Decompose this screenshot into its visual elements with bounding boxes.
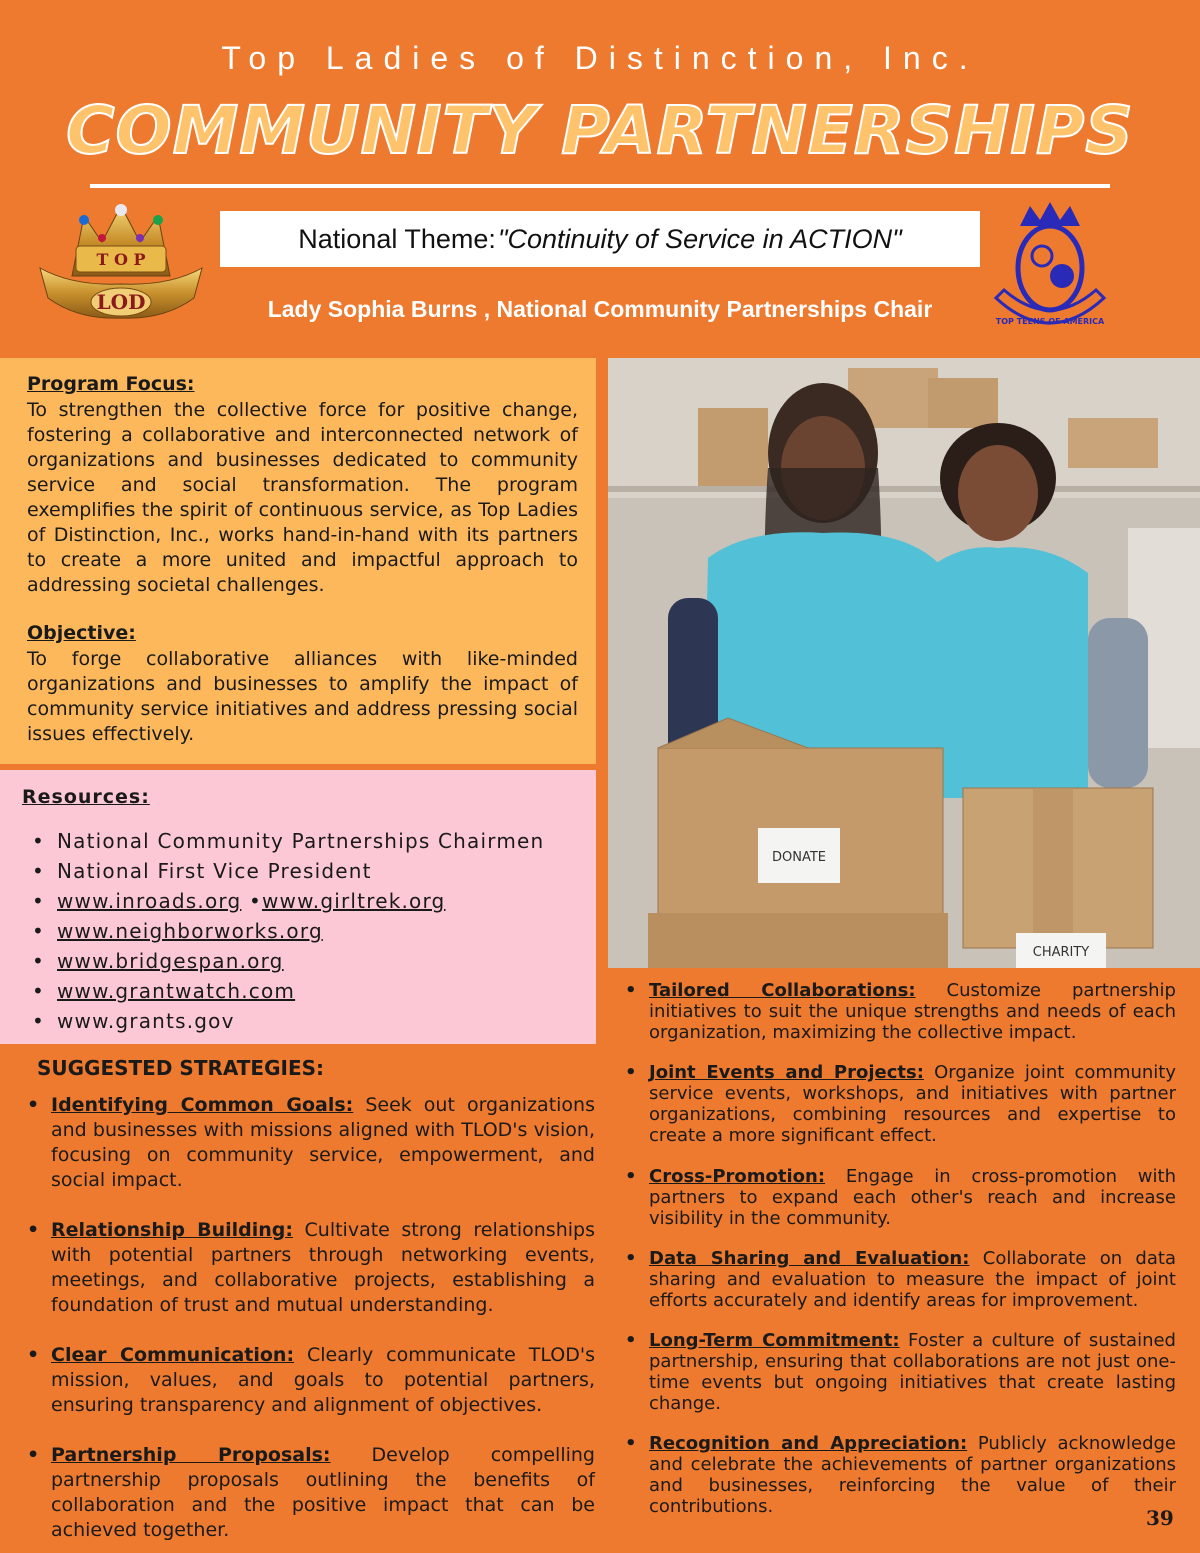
strategy-title: Joint Events and Projects: (649, 1062, 924, 1083)
bullet: • (625, 1062, 637, 1083)
volunteers-photo (608, 358, 1200, 968)
bullet: • (27, 1444, 40, 1466)
strategy-title: Recognition and Appreciation: (649, 1433, 968, 1454)
resource-item: • National First Vice President (32, 856, 544, 886)
national-theme-box (220, 211, 980, 267)
logo-left-top-text: T O P (96, 250, 146, 269)
strategy-text: Organize joint community service events, workshops, and initiatives with partner organizations, combining resources and expertise to create a more significant effect. (649, 1062, 1177, 1146)
organization-name: Top Ladies of Distinction, Inc. (221, 40, 979, 76)
strategy-item (625, 980, 1176, 1043)
strategy-item (27, 1343, 595, 1418)
strategy-title: Relationship Building: (51, 1219, 293, 1241)
strategy-title: Partnership Proposals: (51, 1444, 331, 1466)
strategy-title: Tailored Collaborations: (649, 980, 916, 1001)
strategy-title: Cross-Promotion: (649, 1166, 826, 1187)
strategy-text: Cultivate strong relationships with potential partners through networking events, meetings, and collaborative projects, establishing a foundation of trust and mutual understanding. (51, 1219, 595, 1316)
strategy-text: Publicly acknowledge and celebrate the achievements of partner organizations and businesses, reinforcing the value of their contributions. (649, 1433, 1177, 1517)
bullet: • (27, 1219, 40, 1241)
strategy-item (625, 1062, 1177, 1146)
strategy-title: Long-Term Commitment: (649, 1330, 900, 1351)
bullet: • (625, 1433, 637, 1454)
charity-box-label: CHARITY (1032, 945, 1090, 960)
bullet: • (625, 1330, 637, 1351)
top-teens-logo (990, 198, 1110, 344)
resource-item: • National Community Partnerships Chairmen (32, 826, 544, 856)
strategy-item (625, 1330, 1176, 1414)
resource-item (32, 976, 544, 1006)
strategy-text: Clearly communicate TLOD's mission, values, and goals to potential partners, ensuring transparency and alignment of objectives. (51, 1344, 595, 1416)
bullet: • (625, 1248, 637, 1269)
strategy-item (625, 1166, 1176, 1229)
bullet: • (27, 1344, 40, 1366)
resources-heading: Resources: (22, 786, 150, 808)
link-inroads[interactable]: www.inroads.org (57, 889, 242, 913)
donate-box-label: DONATE (771, 850, 827, 865)
link-girltrek[interactable]: www.girltrek.org (261, 889, 446, 913)
resource-item (32, 1006, 544, 1036)
objective-heading: Objective: (27, 622, 136, 644)
title-divider (90, 184, 1110, 188)
resources-list (32, 826, 544, 1036)
strategy-text: Engage in cross-promotion with partners to expand each other's reach and increase visibility in the community. (649, 1166, 1176, 1229)
theme-label: National Theme: (298, 223, 496, 254)
page-number: 39 (1146, 1506, 1174, 1530)
bullet: • (625, 1166, 637, 1187)
strategy-text: Foster a culture of sustained partnership, ensuring that collaborations are not just one-time events but ongoing initiatives that create lasting change. (649, 1330, 1176, 1414)
link-grantwatch[interactable]: www.grantwatch.com (57, 979, 296, 1003)
link-grants-gov[interactable]: www.grants.gov (57, 1009, 235, 1033)
tlod-crown-logo (32, 198, 210, 326)
link-bridgespan[interactable]: www.bridgespan.org (57, 949, 284, 973)
strategy-text: Seek out organizations and businesses with missions aligned with TLOD's vision, focusing on community service, empowerment, and social impact. (51, 1094, 595, 1191)
strategy-item (625, 1248, 1176, 1311)
strategy-item (27, 1093, 595, 1193)
page-title: COMMUNITY PARTNERSHIPS (66, 92, 1134, 169)
objective-text: To forge collaborative alliances with like-minded organizations and businesses to amplify the impact of community service initiatives and address pressing social issues effectively. (27, 648, 578, 745)
bullet: • (625, 980, 637, 1001)
strategy-title: Identifying Common Goals: (51, 1094, 354, 1116)
logo-right-text: TOP TEENS OF AMERICA (995, 317, 1105, 326)
strategies-heading: SUGGESTED STRATEGIES: (37, 1056, 325, 1080)
strategy-item (625, 1433, 1177, 1517)
theme-quote: "Continuity of Service in ACTION" (497, 223, 902, 254)
resource-item (32, 916, 544, 946)
resource-item: • www.inroads.org •www.girltrek.org (32, 886, 544, 916)
strategy-text: Develop compelling partnership proposals outlining the benefits of collaboration and the positive impact that can be achieved together. (51, 1444, 595, 1541)
bullet: • (27, 1094, 40, 1116)
strategy-title: Data Sharing and Evaluation: (649, 1248, 970, 1269)
resource-item (32, 946, 544, 976)
program-focus-heading: Program Focus: (27, 373, 195, 395)
strategy-text: Customize partnership initiatives to suit the unique strengths and needs of each organization, maximizing the collective impact. (649, 980, 1176, 1043)
strategy-text: Collaborate on data sharing and evaluation to measure the impact of joint efforts accurately and identify areas for improvement. (649, 1248, 1176, 1311)
link-neighborworks[interactable]: www.neighborworks.org (57, 919, 323, 943)
strategy-item (27, 1443, 595, 1543)
program-focus-text: To strengthen the collective force for positive change, fostering a collaborative and interconnected network of organizations and businesses dedicated to community service and social transformation. The program exemplifies the spirit of continuous service, as Top Ladies of Distinction, Inc., works hand-in-hand with its partners to create a more united and impactful approach to addressing societal challenges. (27, 399, 578, 596)
logo-left-text: LOD (96, 290, 146, 314)
strategy-title: Clear Communication: (51, 1344, 295, 1366)
chair-name: Lady Sophia Burns , National Community Partnerships Chair (267, 296, 933, 322)
strategy-item (27, 1218, 595, 1318)
